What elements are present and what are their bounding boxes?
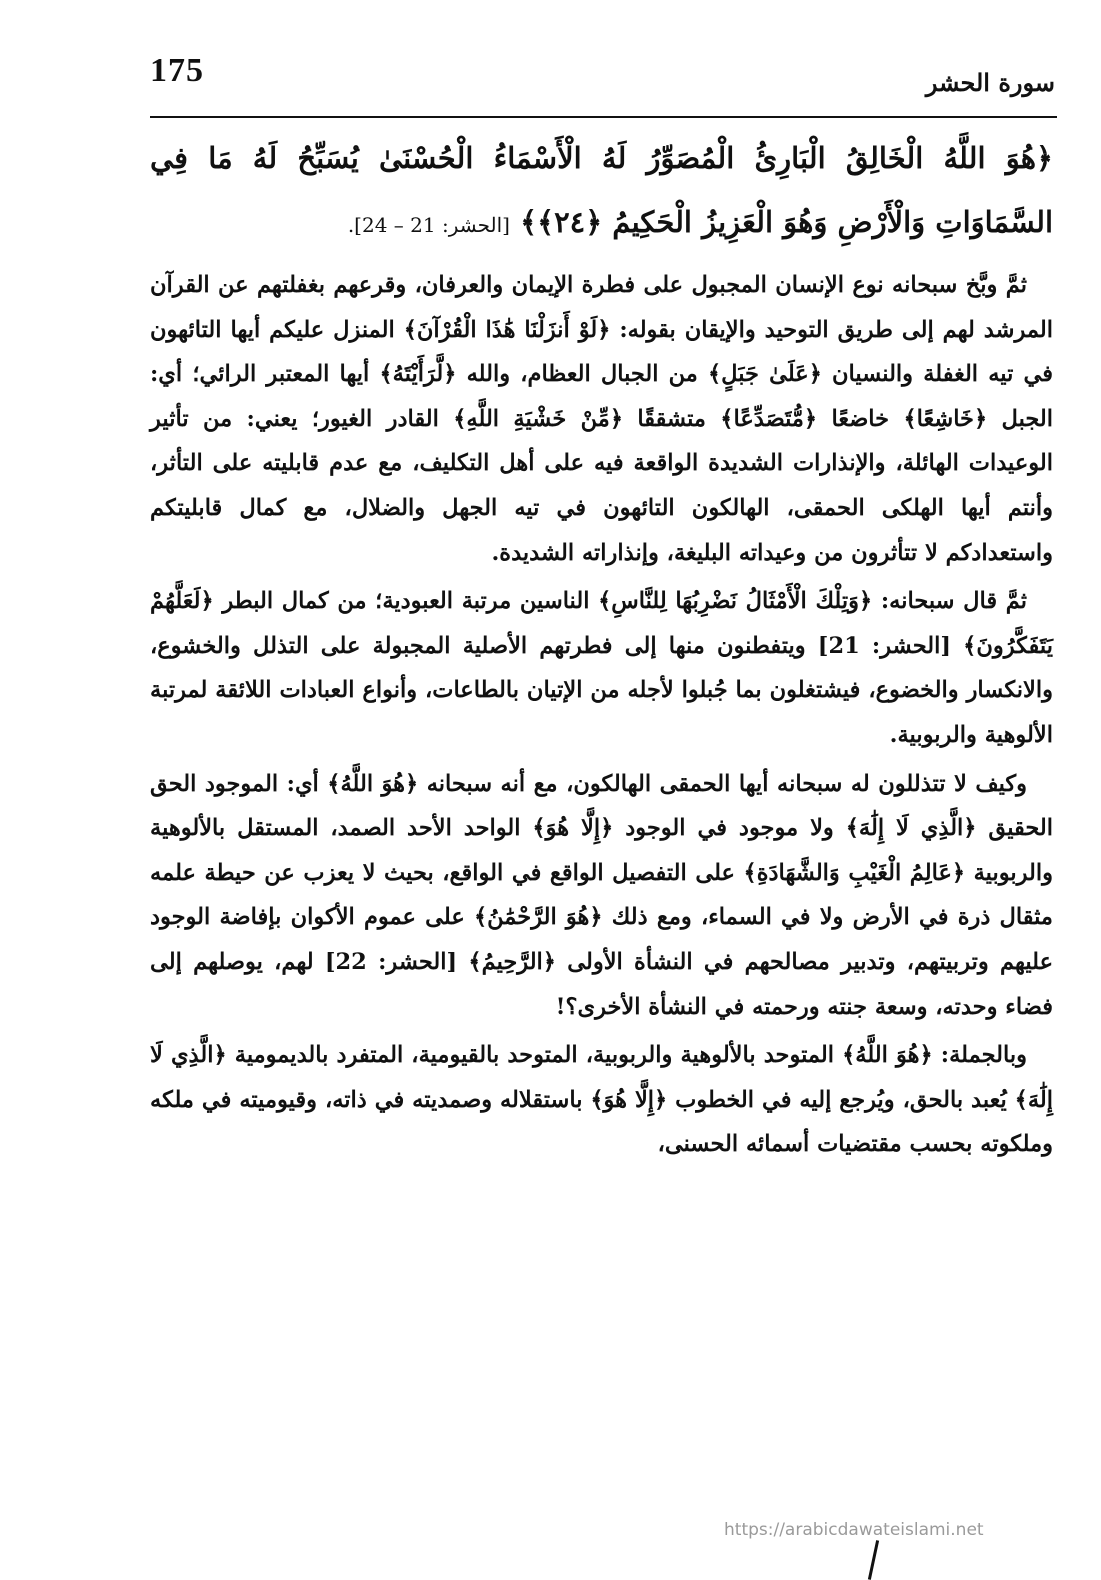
- paragraph-text: ثمَّ وبَّخ سبحانه نوع الإنسان المجبول على فطرة الإيمان والعرفان، وقرعهم بغفلتهم عن القرآن المرشد لهم إلى طريق التوحيد والإيقان بقوله: ﴿لَوْ أَنزَلْنَا هَٰذَا الْقُرْآنَ﴾ المنزل عليكم أيها التائهون في تيه الغفلة والنسيان ﴿عَلَىٰ جَبَلٍ﴾ من الجبال العظام، والله ﴿لَّرَأَيْتَهُ﴾ أيها المعتبر الرائي؛ أي: الجبل ﴿خَاشِعًا﴾ خاضعًا ﴿مُّتَصَدِّعًا﴾ متشققًا ﴿مِّنْ خَشْيَةِ اللَّهِ﴾ القادر الغيور؛ يعني: من تأثير الوعيدات الهائلة، والإنذارات الشديدة الواقعة فيه على أهل التكليف، مع عدم قابليته على التأثر، وأنتم أيها الهلكى الحمقى، الهالكون التائهون في تيه الجهل والضلال، مع كمال قابليتكم واستعدادكم لا تتأثرون من وعيداته البليغة، وإنذاراته الشديدة.: [150, 272, 1053, 566]
- paragraph-text: ثمَّ قال سبحانه: ﴿وَتِلْكَ الْأَمْثَالُ نَضْرِبُهَا لِلنَّاسِ﴾ الناسين مرتبة العبودية؛ من كمال البطر ﴿لَعَلَّهُمْ يَتَفَكَّرُونَ﴾ [الحشر: 21] ويتفطنون منها إلى فطرتهم الأصلية المجبولة على التذلل والخشوع، والانكسار والخضوع، فيشتغلون بما جُبلوا لأجله من الإتيان بالطاعات، وأنواع العبادات اللائقة لمرتبة الألوهية والربوبية.: [150, 588, 1053, 748]
- surah-title: سورة الحشر: [925, 68, 1055, 97]
- paragraph-2: [150, 579, 1053, 757]
- scan-mark: [868, 1540, 879, 1580]
- page-body: [150, 126, 1053, 1167]
- quran-verse-text: ﴿هُوَ اللَّهُ الْخَالِقُ الْبَارِئُ الْمُصَوِّرُ لَهُ الْأَسْمَاءُ الْحُسْنَىٰ يُسَبِّحُ لَهُ مَا فِي السَّمَاوَاتِ وَالْأَرْضِ وَهُوَ الْعَزِيزُ الْحَكِيمُ ﴿٢٤﴾﴾: [150, 141, 1053, 239]
- paragraph-text: وبالجملة: ﴿هُوَ اللَّهُ﴾ المتوحد بالألوهية والربوبية، المتوحد بالقيومية، المتفرد بالديمومية ﴿الَّذِي لَا إِلَٰهَ﴾ يُعبد بالحق، ويُرجع إليه في الخطوب ﴿إِلَّا هُوَ﴾ باستقلاله وصمديته في ذاته، وقيوميته في ملكه وملكوته بحسب مقتضيات أسمائه الحسنى،: [150, 1042, 1053, 1158]
- paragraph-3: [150, 762, 1053, 1030]
- quran-verse-block: [150, 126, 1053, 257]
- paragraph-4: [150, 1033, 1053, 1167]
- header-divider: [150, 116, 1057, 118]
- watermark-url: https://arabicdawateislami.net: [724, 1520, 984, 1540]
- verse-reference: [الحشر: 21 – 24].: [347, 213, 510, 237]
- page-number: 175: [150, 52, 204, 89]
- paragraph-1: [150, 263, 1053, 575]
- paragraph-text: وكيف لا تتذللون له سبحانه أيها الحمقى الهالكون، مع أنه سبحانه ﴿هُوَ اللَّهُ﴾ أي: الموجود الحق الحقيق ﴿الَّذِي لَا إِلَٰهَ﴾ ولا موجود في الوجود ﴿إِلَّا هُوَ﴾ الواحد الأحد الصمد، المستقل بالألوهية والربوبية ﴿عَالِمُ الْغَيْبِ وَالشَّهَادَةِ﴾ على التفصيل الواقع في الواقع، بحيث لا يعزب عن حيطة علمه مثقال ذرة في الأرض ولا في السماء، ومع ذلك ﴿هُوَ الرَّحْمَٰنُ﴾ على عموم الأكوان بإفاضة الوجود عليهم وتربيتهم، وتدبير مصالحهم في النشأة الأولى ﴿الرَّحِيمُ﴾ [الحشر: 22] لهم، يوصلهم إلى فضاء وحدته، وسعة جنته ورحمته في النشأة الأخرى؟!: [150, 770, 1053, 1020]
